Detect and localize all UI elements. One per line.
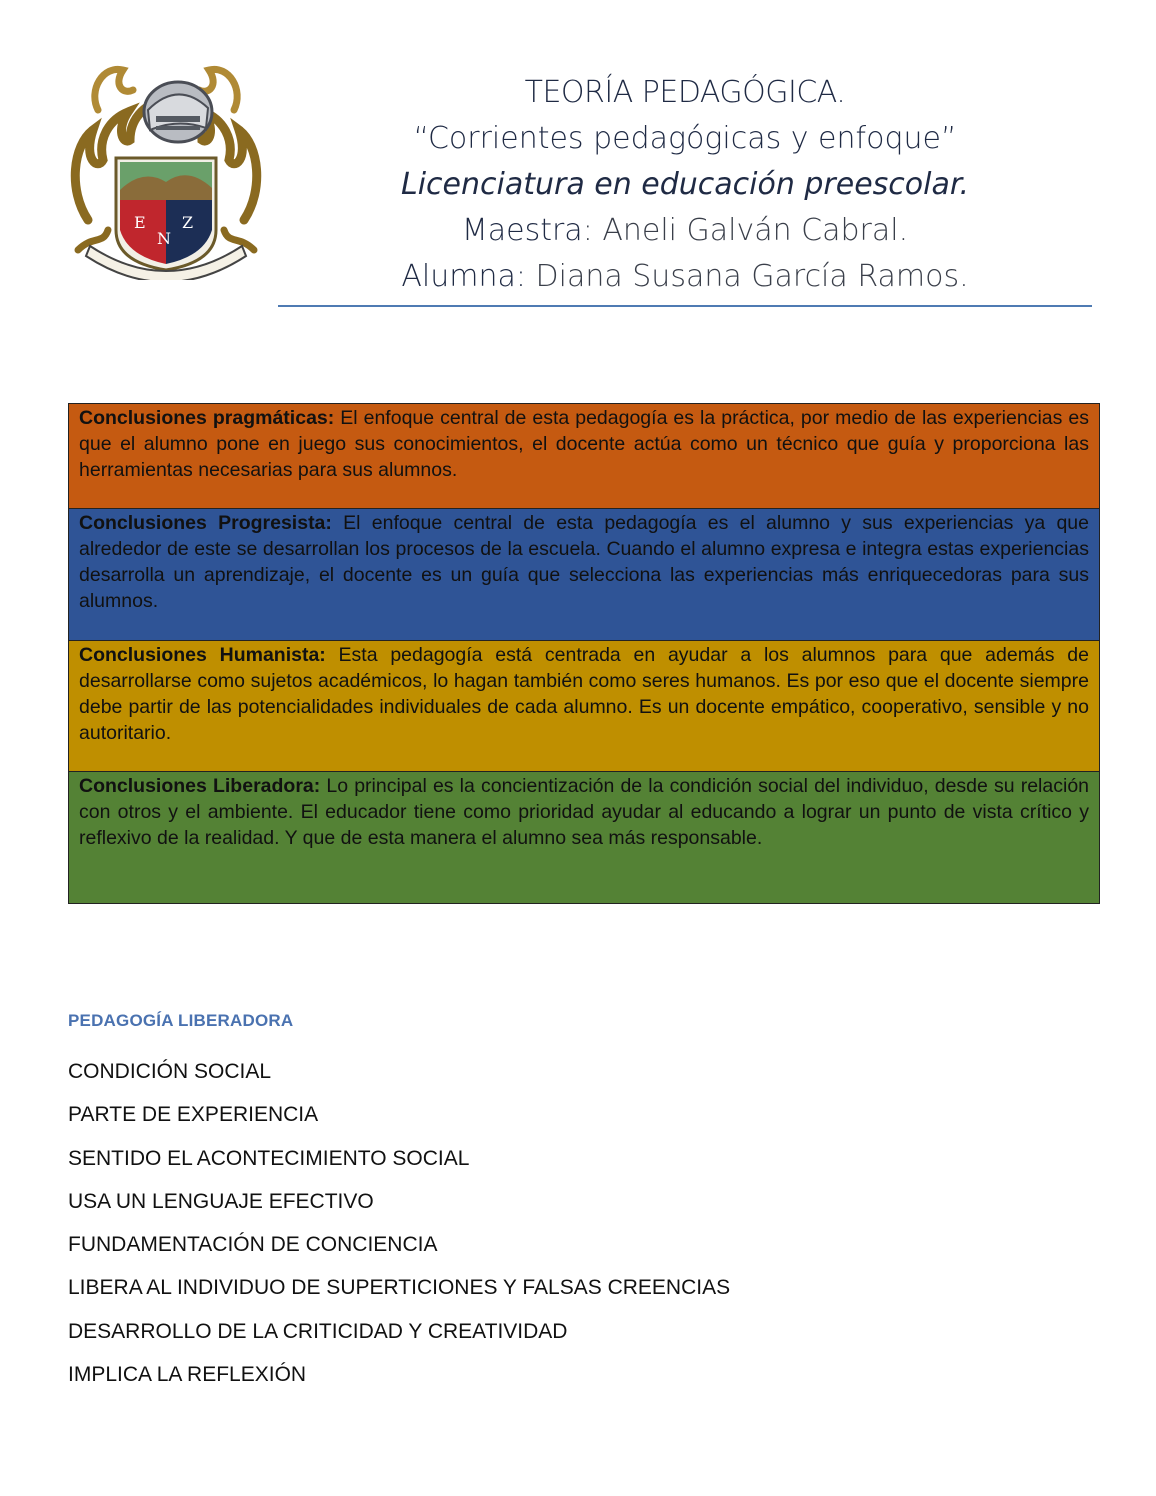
conclusion-heading: Conclusiones Liberadora: — [79, 775, 321, 797]
list-item: USA UN LENGUAJE EFECTIVO — [68, 1189, 374, 1213]
student-line — [278, 254, 1092, 300]
list-item: IMPLICA LA REFLEXIÓN — [68, 1363, 307, 1387]
teacher-name: : Aneli Galván Cabral. — [582, 213, 909, 248]
crest-letter-n: N — [157, 229, 171, 248]
header-divider — [278, 305, 1092, 307]
program-name: Licenciatura en educación preescolar. — [401, 167, 969, 202]
crest-letter-z: Z — [182, 213, 194, 232]
section-heading: PEDAGOGÍA LIBERADORA — [68, 1011, 294, 1030]
list-item: CONDICIÓN SOCIAL — [68, 1060, 272, 1083]
school-crest-logo — [68, 50, 264, 280]
conclusion-text: Esta pedagogía está centrada en ayudar a los alumnos para que además de desarrollarse como sujetos académicos, lo hagan también como seres humanos. Es por eso que el docente siempre debe partir de las potencialidades individuales de cada alumno. Es un docente empático, cooperativo, sensible y no autoritario. — [79, 644, 1089, 744]
list-item: SENTIDO EL ACONTECIMIENTO SOCIAL — [68, 1146, 470, 1170]
document-subtitle: “Corrientes pedagógicas y enfoque” — [413, 121, 957, 156]
conclusion-row-liberating — [69, 772, 1099, 903]
list-item: PARTE DE EXPERIENCIA — [68, 1103, 319, 1127]
conclusion-heading: Conclusiones pragmáticas: — [79, 407, 335, 429]
list-item: FUNDAMENTACIÓN DE CONCIENCIA — [68, 1233, 438, 1257]
crest-letter-e: E — [134, 213, 146, 232]
conclusion-row-progressive — [69, 509, 1099, 641]
document-title: TEORÍA PEDAGÓGICA. — [524, 75, 846, 110]
conclusion-row-humanist — [69, 641, 1099, 772]
conclusion-row-pragmatic — [69, 404, 1099, 509]
list-item: LIBERA AL INDIVIDUO DE SUPERTICIONES Y FALSAS CREENCIAS — [68, 1276, 731, 1300]
teacher-label: Maestra — [461, 213, 583, 248]
liberating-pedagogy-list — [68, 1050, 730, 1396]
list-item: DESARROLLO DE LA CRITICIDAD Y CREATIVIDAD — [68, 1319, 568, 1343]
conclusion-heading: Conclusiones Humanista: — [79, 644, 326, 666]
student-label: Alumna: — [401, 259, 526, 294]
document-header — [278, 70, 1092, 300]
conclusion-text: El enfoque central de esta pedagogía es la práctica, por medio de las experiencias es que el alumno pone en juego sus conocimientos, el docente actúa como un técnico que guía y proporciona las herramientas necesarias para sus alumnos. — [79, 407, 1089, 481]
conclusions-table — [68, 403, 1100, 904]
conclusion-heading: Conclusiones Progresista: — [79, 512, 332, 534]
teacher-line — [278, 208, 1092, 254]
student-name: Diana Susana García Ramos. — [525, 259, 969, 294]
conclusion-text: Lo principal es la concientización de la condición social del individuo, desde su relación con otros y el ambiente. El educador tiene como prioridad ayudar al educando a lograr un punto de vista crítico y reflexivo de la realidad. Y que de esta manera el alumno sea más responsable. — [79, 775, 1090, 849]
conclusion-text: El enfoque central de esta pedagogía es el alumno y sus experiencias ya que alrededor de este se desarrollan los procesos de la escuela. Cuando el alumno expresa e integra estas experiencias desarrolla un aprendizaje, el docente es un guía que selecciona las experiencias más enriquecedoras para sus alumnos. — [79, 512, 1089, 612]
